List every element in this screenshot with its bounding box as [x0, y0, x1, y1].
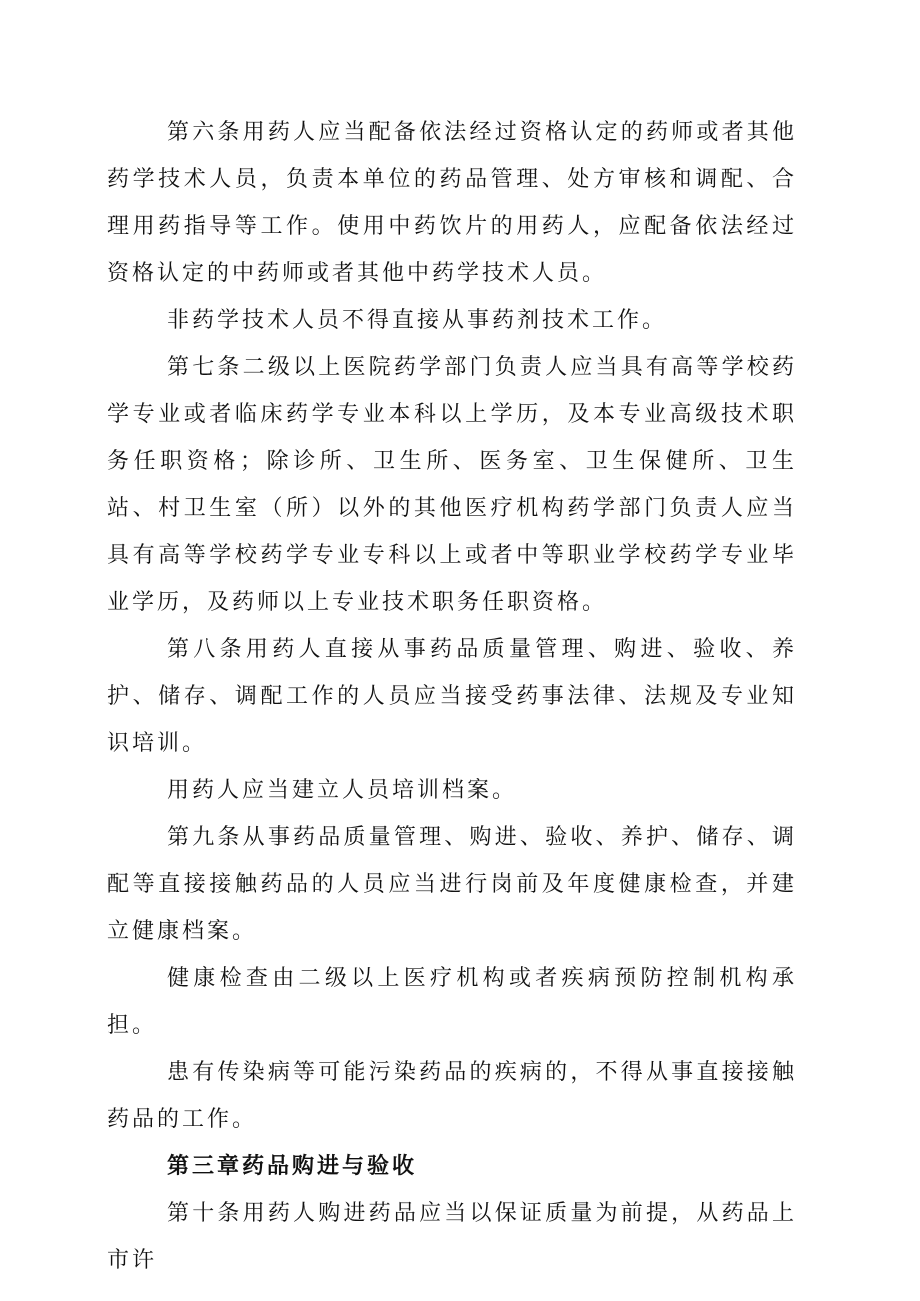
chapter-3-heading: 第三章药品购进与验收: [167, 1154, 418, 1179]
document-body: [107, 109, 797, 1284]
article-6-paragraph: 第六条用药人应当配备依法经过资格认定的药师或者其他药学技术人员，负责本单位的药品管理、处方审核和调配、合理用药指导等工作。使用中药饮片的用药人，应配备依法经过资格认定的中药师或者其他中药学技术人员。: [107, 120, 797, 286]
training-records-paragraph: 用药人应当建立人员培训档案。: [167, 778, 518, 803]
non-pharmacy-staff-paragraph: 非药学技术人员不得直接从事药剂技术工作。: [167, 308, 668, 333]
infectious-disease-paragraph: 患有传染病等可能污染药品的疾病的，不得从事直接接触药品的工作。: [107, 1060, 797, 1132]
article-9-paragraph: 第九条从事药品质量管理、购进、验收、养护、储存、调配等直接接触药品的人员应当进行岗前及年度健康检查，并建立健康档案。: [107, 825, 797, 944]
article-10-paragraph: 第十条用药人购进药品应当以保证质量为前提，从药品上市许: [107, 1201, 797, 1273]
article-8-paragraph: 第八条用药人直接从事药品质量管理、购进、验收、养护、储存、调配工作的人员应当接受药事法律、法规及专业知识培训。: [107, 637, 797, 756]
health-check-paragraph: 健康检查由二级以上医疗机构或者疾病预防控制机构承担。: [107, 966, 797, 1038]
article-7-paragraph: 第七条二级以上医院药学部门负责人应当具有高等学校药学专业或者临床药学专业本科以上学历，及本专业高级技术职务任职资格；除诊所、卫生所、医务室、卫生保健所、卫生站、村卫生室（所）以外的其他医疗机构药学部门负责人应当具有高等学校药学专业专科以上或者中等职业学校药学专业毕业学历，及药师以上专业技术职务任职资格。: [107, 355, 797, 615]
